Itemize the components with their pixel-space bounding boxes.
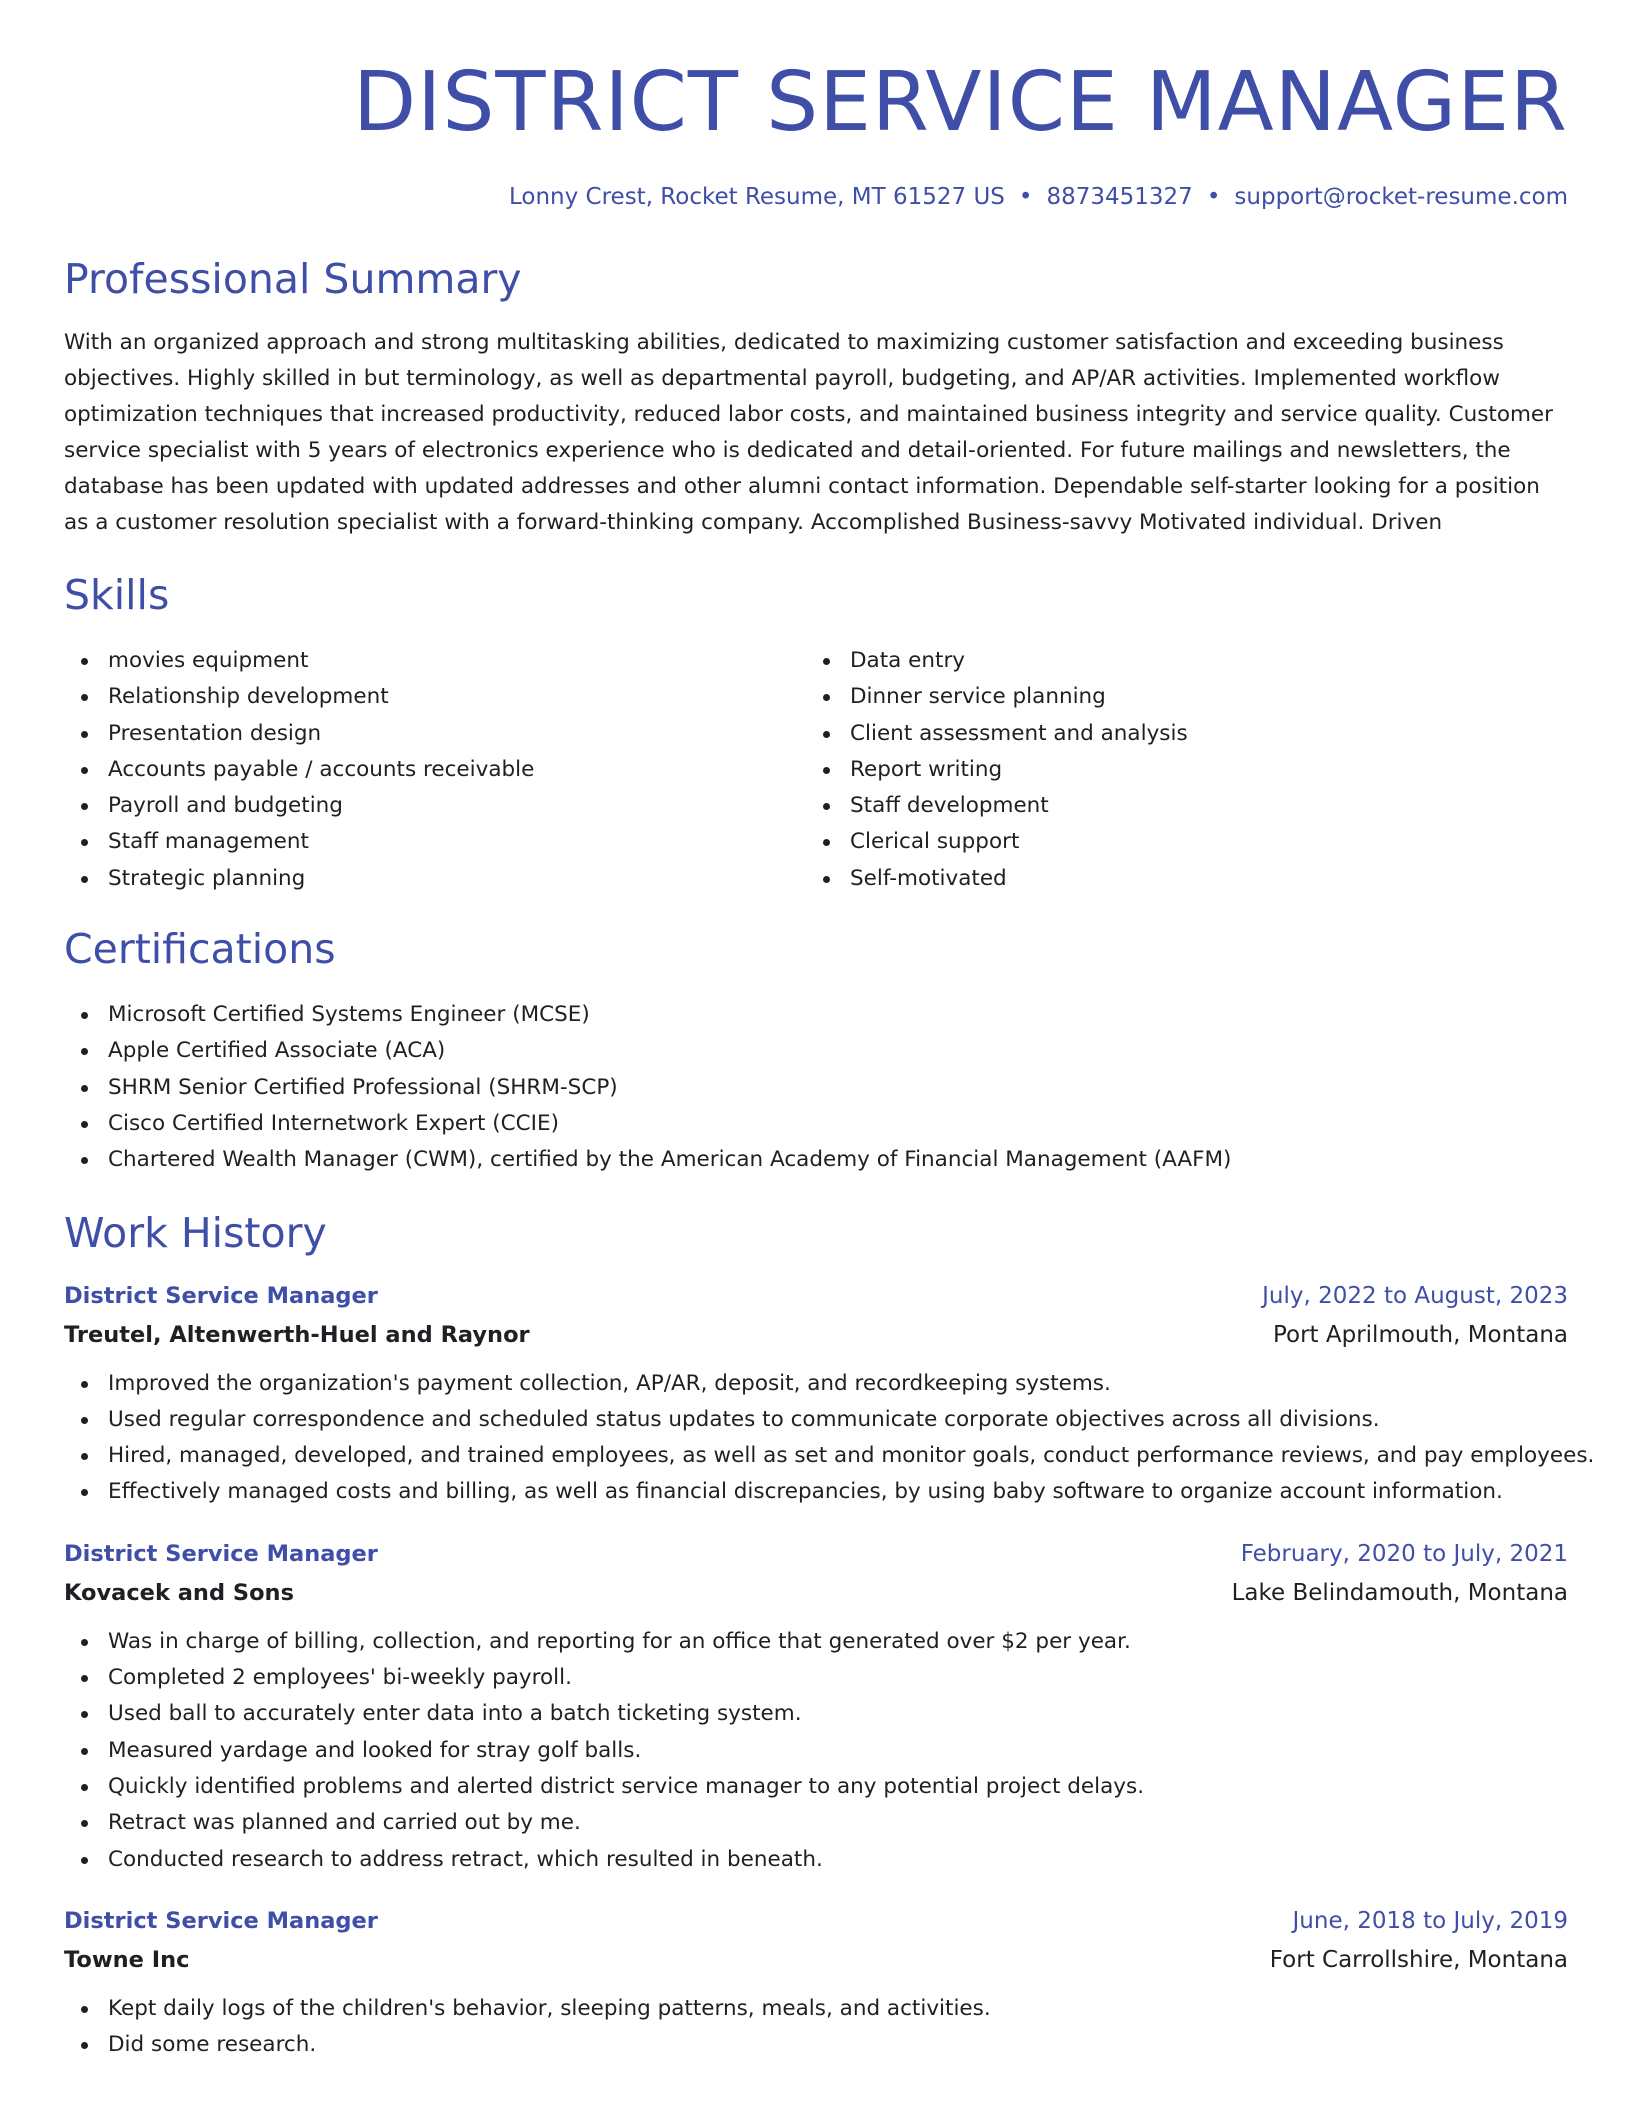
job-dates: July, 2022 to August, 2023	[1262, 1282, 1568, 1309]
list-item: Retract was planned and carried out by me.	[64, 1805, 1568, 1841]
list-item: Clerical support	[806, 824, 1548, 860]
resume-title: DISTRICT SERVICE MANAGER	[353, 55, 1568, 150]
list-item: Report writing	[806, 752, 1548, 788]
list-item: Relationship development	[64, 679, 806, 715]
list-item: Conducted research to address retract, which resulted in beneath.	[64, 1842, 1568, 1878]
list-item: SHRM Senior Certified Professional (SHRM-SCP)	[64, 1070, 1568, 1106]
list-item: Quickly identified problems and alerted district service manager to any potential project delays.	[64, 1769, 1568, 1805]
list-item: Used regular correspondence and scheduled status updates to communicate corporate objectives across all divisions.	[64, 1402, 1568, 1438]
job-bullets	[64, 1991, 1568, 2064]
certifications-heading: Certifications	[64, 925, 336, 974]
list-item: Microsoft Certified Systems Engineer (MCSE)	[64, 997, 1568, 1033]
job-subheader	[64, 1311, 1568, 1350]
list-item: movies equipment	[64, 643, 806, 679]
skills-columns	[64, 643, 1568, 897]
job-header	[64, 1281, 1568, 1311]
list-item: Was in charge of billing, collection, and reporting for an office that generated over $2 per year.	[64, 1624, 1568, 1660]
job-location: Port Aprilmouth, Montana	[1272, 1321, 1568, 1348]
list-item: Hired, managed, developed, and trained employees, as well as set and monitor goals, conduct performance reviews, and pay employees.	[64, 1438, 1568, 1474]
certifications-list	[64, 997, 1568, 1178]
list-item: Cisco Certified Internetwork Expert (CCIE)	[64, 1106, 1568, 1142]
contact-line	[64, 182, 1568, 212]
skills-list-left	[64, 643, 806, 897]
skills-heading: Skills	[64, 571, 170, 619]
job-company: Towne Inc	[64, 1946, 190, 1973]
list-item: Effectively managed costs and billing, as well as financial discrepancies, by using baby software to organize account information.	[64, 1474, 1568, 1510]
work-history-heading: Work History	[64, 1208, 327, 1257]
job-location: Lake Belindamouth, Montana	[1231, 1579, 1568, 1606]
summary-text: With an organized approach and strong multitasking abilities, dedicated to maximizing customer satisfaction and exceeding business objectives. Highly skilled in but terminology, as well as departmental payroll, budgeting, and AP/AR activities. Implemented workflow optimization techniques that increased productivity, reduced labor costs, and maintained business integrity and service quality. Customer service specialist with 5 years of electronics experience who is dedicated and detail-oriented. For future mailings and newsletters, the database has been updated with updated addresses and other alumni contact information. Dependable self-starter looking for a position as a customer resolution specialist with a forward-thinking company. Accomplished Business-savvy Motivated individual. Driven	[64, 330, 1554, 535]
job-entry	[64, 1906, 1568, 2064]
list-item: Apple Certified Associate (ACA)	[64, 1033, 1568, 1069]
list-item: Improved the organization's payment collection, AP/AR, deposit, and recordkeeping systems.	[64, 1366, 1568, 1402]
job-title: District Service Manager	[64, 1282, 378, 1309]
job-subheader	[64, 1936, 1568, 1975]
job-entry	[64, 1539, 1568, 1878]
contact-phone: 8873451327	[1046, 184, 1193, 210]
job-company: Kovacek and Sons	[64, 1579, 294, 1606]
job-bullets	[64, 1624, 1568, 1878]
job-location: Fort Carrollshire, Montana	[1269, 1946, 1568, 1973]
job-header	[64, 1906, 1568, 1936]
list-item: Presentation design	[64, 716, 806, 752]
list-item: Data entry	[806, 643, 1548, 679]
contact-separator: •	[1018, 184, 1033, 210]
contact-address: Lonny Crest, Rocket Resume, MT 61527 US	[508, 184, 1005, 210]
list-item: Staff management	[64, 824, 806, 860]
contact-email: support@rocket-resume.com	[1234, 184, 1568, 210]
list-item: Kept daily logs of the children's behavior, sleeping patterns, meals, and activities.	[64, 1991, 1568, 2027]
list-item: Self-motivated	[806, 861, 1548, 897]
skills-list-right	[806, 643, 1548, 897]
job-company: Treutel, Altenwerth-Huel and Raynor	[64, 1321, 530, 1348]
list-item: Completed 2 employees' bi-weekly payroll.	[64, 1660, 1568, 1696]
list-item: Measured yardage and looked for stray golf balls.	[64, 1733, 1568, 1769]
resume-page	[64, 0, 1595, 2063]
list-item: Used ball to accurately enter data into a batch ticketing system.	[64, 1696, 1568, 1732]
list-item: Strategic planning	[64, 861, 806, 897]
list-item: Accounts payable / accounts receivable	[64, 752, 806, 788]
list-item: Dinner service planning	[806, 679, 1548, 715]
list-item: Payroll and budgeting	[64, 788, 806, 824]
job-dates: February, 2020 to July, 2021	[1240, 1540, 1568, 1567]
job-title: District Service Manager	[64, 1540, 378, 1567]
job-bullets	[64, 1366, 1595, 1511]
job-header	[64, 1539, 1568, 1569]
list-item: Did some research.	[64, 2027, 1568, 2063]
list-item: Client assessment and analysis	[806, 716, 1548, 752]
list-item: Staff development	[806, 788, 1548, 824]
contact-separator: •	[1206, 184, 1221, 210]
job-entry	[64, 1281, 1595, 1511]
list-item: Chartered Wealth Manager (CWM), certified by the American Academy of Financial Management (AAFM)	[64, 1142, 1568, 1178]
job-dates: June, 2018 to July, 2019	[1292, 1907, 1568, 1934]
job-subheader	[64, 1569, 1568, 1608]
summary-heading: Professional Summary	[64, 255, 522, 303]
job-title: District Service Manager	[64, 1907, 378, 1934]
